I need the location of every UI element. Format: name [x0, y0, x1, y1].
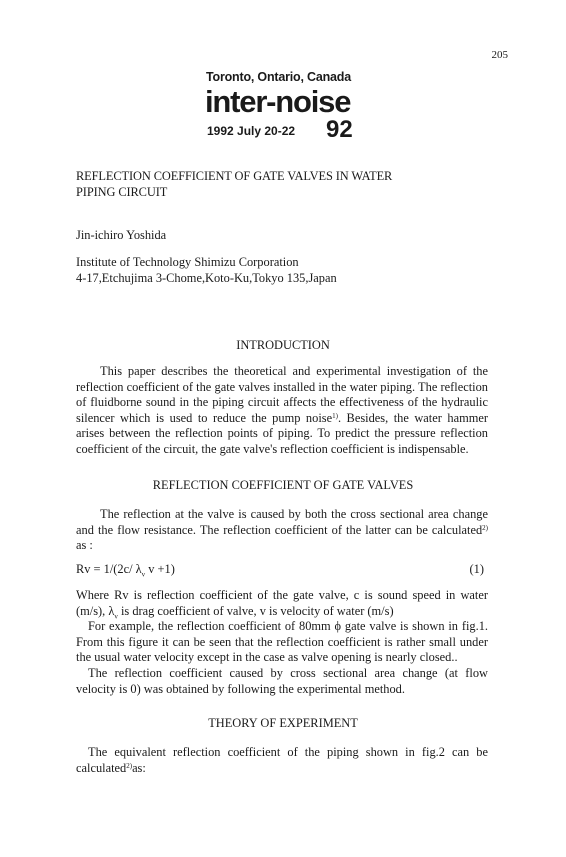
- heading-theory: THEORY OF EXPERIMENT: [208, 716, 358, 730]
- equation-right: v +1): [145, 562, 175, 576]
- reflection-p1-text-b: as :: [76, 538, 93, 553]
- citation-3: 2): [126, 761, 133, 770]
- title-line-2: PIPING CIRCUIT: [76, 184, 168, 199]
- theory-text-a: The equivalent reflection coefficient of the piping shown in fig.2 can be calculated: [76, 745, 488, 775]
- reflection-paragraph-4: The reflection coefficient caused by cross sectional area change (at flow velocity is 0) was obtained by following the experimental method.: [76, 665, 488, 696]
- conference-location: Toronto, Ontario, Canada: [206, 70, 351, 84]
- conference-year: 92: [326, 116, 353, 143]
- paper-title: [76, 169, 436, 200]
- title-line-1: REFLECTION COEFFICIENT OF GATE VALVES IN WATER: [76, 169, 393, 183]
- equation-number: (1): [469, 562, 484, 576]
- reflection-paragraph-3: For example, the reflection coefficient of 80mm ϕ gate valve is shown in fig.1. From this figure it can be seen that the reflection coefficient is rather small under the usual water velocity except in the case as valve opening is nearly closed..: [76, 619, 488, 665]
- reflection-p1-text-a: The reflection at the valve is caused by both the cross sectional area change and the flow resistance. The reflection coefficient of the latter can be calculated: [76, 507, 488, 537]
- citation-1: 1): [332, 411, 338, 420]
- page-number: 205: [491, 49, 508, 61]
- reflection-p2-text-b: is drag coefficient of valve, v is velocity of water (m/s): [117, 603, 394, 618]
- author: Jin-ichiro Yoshida: [76, 228, 167, 242]
- equation-subscript: v: [141, 570, 146, 579]
- equation-1: [76, 562, 484, 578]
- citation-2: 2): [482, 523, 488, 532]
- conference-logo: inter-noise: [205, 84, 351, 119]
- intro-text-a: This paper describes the theoretical and experimental investigation of the reflection coefficient of the gate valves installed in the water piping. The reflection of fluidborne sound in the piping circuit affects the effectiveness of the hydraulic silencer which is used to reduce the pump noise: [76, 364, 488, 425]
- reflection-paragraph-2: [76, 588, 488, 697]
- intro-text-b: . Besides, the water hammer arises between the reflection points of piping. To predict the pressure reflection coefficient of the circuit, the gate valve's reflection coefficient is indispensable.: [76, 410, 488, 456]
- reflection-p2-text-a: Where Rv is reflection coefficient of the gate valve, c is sound speed in water (m/s), λ: [76, 588, 488, 618]
- intro-paragraph: [76, 364, 488, 458]
- conference-dates: 1992 July 20-22: [207, 124, 296, 138]
- affiliation: [76, 255, 337, 286]
- theory-text-b: as:: [132, 760, 146, 775]
- affiliation-line-1: Institute of Technology Shimizu Corporation: [76, 255, 299, 269]
- affiliation-line-2: 4-17,Etchujima 3-Chome,Koto-Ku,Tokyo 135,Japan: [76, 270, 337, 285]
- reflection-paragraph-1: [76, 507, 488, 554]
- theory-paragraph: [76, 745, 488, 776]
- equation-left: Rv = 1/(2c/ λ: [76, 562, 142, 576]
- reflection-p2-subscript: v: [114, 612, 118, 621]
- heading-introduction: INTRODUCTION: [236, 338, 330, 352]
- heading-reflection: REFLECTION COEFFICIENT OF GATE VALVES: [152, 478, 414, 492]
